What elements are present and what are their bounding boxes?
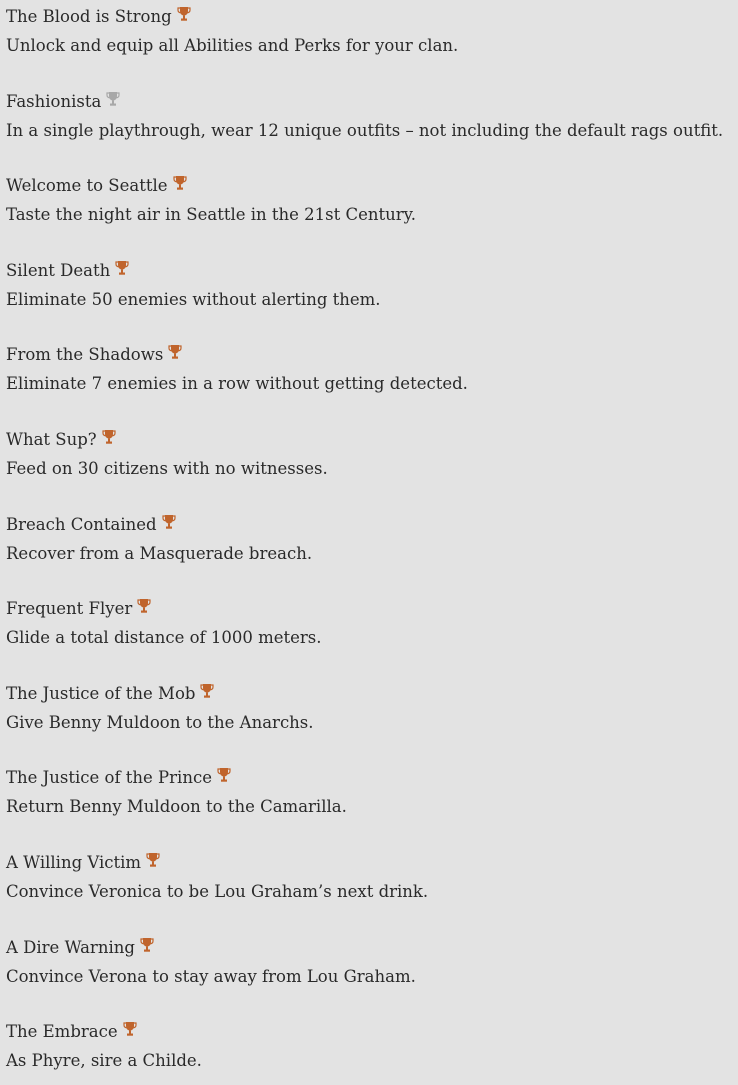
bronze-trophy-icon bbox=[123, 1021, 137, 1037]
bronze-trophy-icon bbox=[140, 937, 154, 953]
bronze-trophy-icon bbox=[137, 598, 151, 614]
achievement-description: In a single playthrough, wear 12 unique outfits – not including the default rags outfit. bbox=[6, 120, 724, 140]
achievement-description: Convince Verona to stay away from Lou Graham. bbox=[6, 966, 416, 986]
achievement-title: Fashionista bbox=[6, 91, 102, 111]
achievement-item bbox=[6, 596, 734, 651]
achievement-description: Give Benny Muldoon to the Anarchs. bbox=[6, 712, 314, 732]
achievement-title-line bbox=[6, 4, 734, 30]
achievement-description: Glide a total distance of 1000 meters. bbox=[6, 628, 322, 648]
achievement-title-line bbox=[6, 342, 734, 368]
achievement-title-line bbox=[6, 173, 734, 199]
bronze-trophy-icon bbox=[217, 767, 231, 783]
bronze-trophy-icon bbox=[173, 175, 187, 191]
bronze-trophy-icon bbox=[200, 683, 214, 699]
achievement-item bbox=[6, 4, 734, 59]
achievement-title-line bbox=[6, 681, 734, 707]
achievement-title: Welcome to Seattle bbox=[6, 176, 168, 196]
achievement-description: Convince Veronica to be Lou Graham’s next drink. bbox=[6, 882, 429, 901]
achievement-title-line bbox=[6, 596, 734, 622]
achievement-description: Unlock and equip all Abilities and Perks for your clan. bbox=[6, 36, 459, 55]
achievement-description: Feed on 30 citizens with no witnesses. bbox=[6, 459, 328, 478]
achievement-item bbox=[6, 850, 734, 905]
achievement-item bbox=[6, 765, 734, 820]
achievement-title: What Sup? bbox=[6, 430, 97, 449]
achievement-title: The Blood is Strong bbox=[6, 7, 172, 26]
achievement-title: From the Shadows bbox=[6, 345, 164, 365]
achievement-description: Return Benny Muldoon to the Camarilla. bbox=[6, 797, 347, 817]
bronze-trophy-icon bbox=[177, 6, 191, 22]
achievement-title: The Justice of the Mob bbox=[6, 683, 196, 703]
achievement-title-line bbox=[6, 1019, 734, 1045]
bronze-trophy-icon bbox=[102, 429, 116, 445]
achievement-title-line bbox=[6, 512, 734, 538]
silver-trophy-icon bbox=[106, 91, 120, 107]
achievement-description: Eliminate 50 enemies without alerting them. bbox=[6, 289, 381, 309]
bronze-trophy-icon bbox=[162, 514, 176, 530]
bronze-trophy-icon bbox=[146, 852, 160, 868]
achievement-title: Breach Contained bbox=[6, 514, 157, 534]
achievement-item bbox=[6, 89, 734, 144]
achievement-title-line bbox=[6, 765, 734, 791]
achievement-title: Frequent Flyer bbox=[6, 599, 133, 619]
achievement-description: Eliminate 7 enemies in a row without getting detected. bbox=[6, 374, 468, 394]
achievement-item bbox=[6, 258, 734, 313]
bronze-trophy-icon bbox=[168, 344, 182, 360]
achievement-item bbox=[6, 681, 734, 736]
achievement-description: Recover from a Masquerade breach. bbox=[6, 543, 313, 563]
achievement-title: The Justice of the Prince bbox=[6, 768, 212, 788]
achievement-item bbox=[6, 1019, 734, 1074]
achievement-item bbox=[6, 512, 734, 567]
achievement-title-line bbox=[6, 427, 734, 453]
achievement-title-line bbox=[6, 850, 734, 876]
achievement-item bbox=[6, 173, 734, 228]
bronze-trophy-icon bbox=[115, 260, 129, 276]
achievement-item bbox=[6, 935, 734, 990]
achievement-item bbox=[6, 342, 734, 397]
achievement-item bbox=[6, 427, 734, 482]
achievement-title: A Willing Victim bbox=[6, 853, 142, 872]
achievement-title-line bbox=[6, 89, 734, 115]
achievement-description: As Phyre, sire a Childe. bbox=[6, 1051, 202, 1071]
achievement-title: The Embrace bbox=[6, 1022, 118, 1042]
achievement-title: A Dire Warning bbox=[6, 937, 135, 957]
achievement-description: Taste the night air in Seattle in the 21st Century. bbox=[6, 205, 417, 225]
achievement-title-line bbox=[6, 258, 734, 284]
achievement-title-line bbox=[6, 935, 734, 961]
achievement-title: Silent Death bbox=[6, 260, 111, 280]
